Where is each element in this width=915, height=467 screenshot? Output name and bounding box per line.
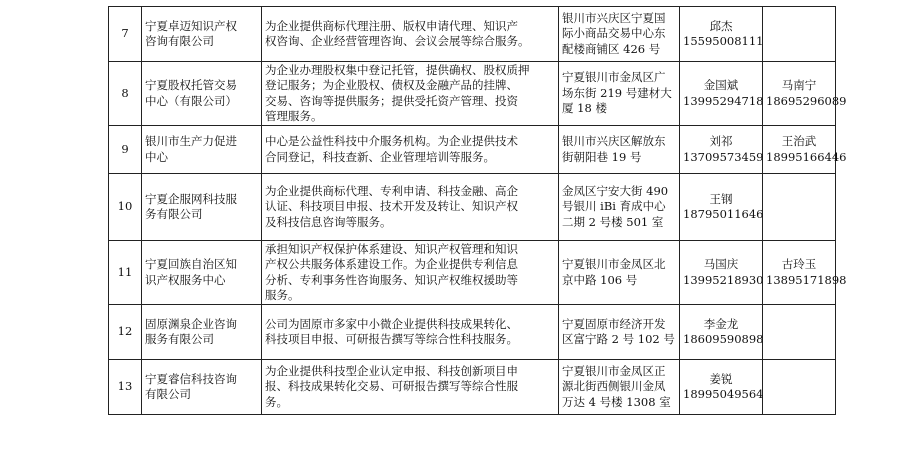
- service-desc-line: 及科技信息咨询等服务。: [265, 214, 392, 229]
- org-name-cell: [142, 360, 262, 415]
- org-name-line: 宁夏企服网科技服: [145, 191, 237, 206]
- contact-primary-phone: 15595008111: [683, 34, 764, 48]
- contact-primary-name: 邱杰: [709, 18, 733, 33]
- row-index-cell: [109, 241, 142, 305]
- contact-primary-name: 李金龙: [703, 316, 739, 331]
- contact-primary-cell: [680, 62, 763, 126]
- service-desc-line: 务。: [265, 394, 288, 409]
- contact-primary-cell: [680, 126, 763, 174]
- contact-secondary-name: 马南宁: [781, 78, 817, 92]
- table-body: [109, 7, 847, 415]
- contact-primary-phone: 13709573459: [683, 149, 764, 164]
- org-name-line: 有限公司: [145, 387, 191, 401]
- service-desc-line: 科技项目申报、可研报告撰写等综合性科技服务。: [265, 332, 518, 346]
- contact-primary-phone: 18995049564: [683, 387, 764, 401]
- contact-secondary-cell: [763, 174, 836, 241]
- service-desc-line: 报、科技成果转化交易、可研报告撰写等综合性服: [265, 379, 518, 394]
- address-cell: [559, 241, 680, 305]
- contact-secondary-cell: [763, 126, 847, 174]
- row-index-cell: [109, 305, 142, 360]
- address-line: 厦 18 楼: [562, 101, 607, 116]
- address-cell: [559, 126, 680, 174]
- service-desc-line: 认证、科技项目申报、技术开发及转让、知识产权: [265, 199, 518, 214]
- service-desc-line: 产权公共服务体系建设工作。为企业提供专利信息: [265, 257, 518, 271]
- contact-secondary-cell: [763, 241, 847, 305]
- address-cell: [559, 174, 680, 241]
- org-name-line: 银川市生产力促进: [145, 134, 237, 148]
- org-name-line: 宁夏股权托管交易: [145, 78, 237, 92]
- service-desc-line: 管理服务。: [265, 109, 323, 123]
- contact-primary-cell: [680, 241, 763, 305]
- address-cell: [559, 305, 680, 360]
- row-index: 7: [121, 26, 129, 41]
- address-line: 金凤区宁安大街 490: [562, 183, 669, 198]
- row-index: 10: [117, 199, 133, 214]
- contact-primary-phone: 18609590898: [683, 332, 764, 346]
- row-index-cell: [109, 62, 142, 126]
- row-index: 11: [117, 264, 133, 279]
- address-line: 场东街 219 号建材大: [562, 85, 672, 100]
- service-desc-line: 交易、咨询等提供服务；提供受托资产管理、投资: [265, 93, 518, 108]
- address-line: 京中路 106 号: [562, 272, 638, 287]
- contact-secondary-cell: [763, 7, 836, 62]
- contact-primary-cell: [680, 305, 763, 360]
- contact-secondary-name: 古玲玉: [781, 257, 817, 271]
- address-line: 配楼商铺区 426 号: [562, 41, 661, 56]
- service-desc-cell: [262, 7, 559, 62]
- service-desc-line: 为企业提供商标代理注册、版权申请代理、知识产: [265, 18, 518, 33]
- service-desc-cell: [262, 241, 559, 305]
- org-name-cell: [142, 126, 262, 174]
- row-index: 12: [117, 324, 133, 339]
- contact-primary-name: 姜锐: [709, 371, 733, 386]
- address-line: 号银川 iBi 育成中心: [562, 199, 666, 214]
- org-name-line: 宁夏卓迈知识产权: [145, 18, 237, 33]
- org-name-cell: [142, 305, 262, 360]
- org-name-line: 服务有限公司: [145, 332, 214, 346]
- address-line: 万达 4 号楼 1308 室: [562, 394, 671, 409]
- service-desc-cell: [262, 126, 559, 174]
- address-line: 区富宁路 2 号 102 号: [562, 332, 675, 346]
- contact-primary-cell: [680, 360, 763, 415]
- contact-secondary-cell: [763, 305, 836, 360]
- org-name-line: 宁夏回族自治区知: [145, 257, 237, 271]
- table-row: [109, 360, 836, 415]
- address-cell: [559, 360, 680, 415]
- address-cell: [559, 62, 680, 126]
- org-name-cell: [142, 241, 262, 305]
- contact-secondary-cell: [763, 360, 836, 415]
- service-desc-line: 服务。: [265, 288, 300, 302]
- table-row: [109, 241, 836, 305]
- service-desc-line: 分析、专利事务性咨询服务、知识产权维权援助等: [265, 272, 518, 287]
- address-line: 宁夏银川市金凤区正: [562, 363, 666, 378]
- service-desc-line: 承担知识产权保护体系建设、知识产权管理和知识: [265, 241, 518, 256]
- address-line: 宁夏固原市经济开发: [562, 316, 666, 331]
- address-line: 宁夏银川市金凤区北: [562, 257, 666, 271]
- contact-secondary-phone: 18995166446: [766, 149, 847, 164]
- contact-primary-name: 金国斌: [703, 78, 739, 92]
- service-desc-line: 公司为固原市多家中小微企业提供科技成果转化、: [265, 316, 518, 331]
- org-name-cell: [142, 174, 262, 241]
- service-desc-cell: [262, 174, 559, 241]
- service-desc-cell: [262, 62, 559, 126]
- service-desc-cell: [262, 305, 559, 360]
- address-line: 宁夏银川市金凤区广: [562, 70, 666, 85]
- table-row: [109, 305, 836, 360]
- row-index-cell: [109, 174, 142, 241]
- org-name-line: 识产权服务中心: [145, 272, 226, 287]
- org-name-cell: [142, 7, 262, 62]
- row-index: 13: [117, 379, 133, 394]
- row-index: 8: [121, 85, 129, 100]
- service-desc-line: 登记服务；为企业股权、债权及金融产品的挂牌、: [265, 78, 518, 92]
- contact-primary-name: 马国庆: [703, 257, 739, 271]
- org-name-line: 咨询有限公司: [145, 34, 214, 48]
- org-name-line: 宁夏睿信科技咨询: [145, 371, 237, 386]
- row-index-cell: [109, 7, 142, 62]
- row-index-cell: [109, 126, 142, 174]
- service-desc-line: 为企业提供商标代理、专利申请、科技金融、高企: [265, 183, 518, 198]
- service-desc-line: 为企业办理股权集中登记托管，提供确权、股权质押: [265, 62, 530, 77]
- service-org-table: [108, 6, 847, 415]
- table-row: [109, 126, 836, 174]
- service-desc-line: 为企业提供科技型企业认定申报、科技创新项目申: [265, 363, 518, 378]
- contact-secondary-phone: 13895171898: [766, 272, 847, 287]
- row-index: 9: [121, 141, 129, 156]
- address-line: 银川市兴庆区宁夏国: [562, 10, 666, 25]
- address-line: 源北街西侧银川金凤: [562, 379, 666, 394]
- org-name-line: 中心: [145, 149, 168, 164]
- org-name-line: 中心（有限公司）: [145, 93, 237, 108]
- row-index-cell: [109, 360, 142, 415]
- service-desc-line: 合同登记，科技查新、企业管理培训等服务。: [265, 149, 495, 164]
- contact-primary-name: 刘祁: [709, 134, 733, 148]
- contact-primary-phone: 13995294718: [683, 93, 764, 108]
- contact-primary-cell: [680, 174, 763, 241]
- table-row: [109, 174, 836, 241]
- service-desc-line: 权咨询、企业经营管理咨询、会议会展等综合服务。: [265, 34, 530, 48]
- contact-secondary-name: 王治武: [781, 134, 817, 148]
- address-line: 街朝阳巷 19 号: [562, 149, 642, 164]
- table-row: [109, 62, 836, 126]
- contact-primary-phone: 13995218930: [683, 272, 764, 287]
- contact-primary-name: 王钢: [709, 191, 733, 206]
- contact-secondary-cell: [763, 62, 847, 126]
- contact-primary-phone: 18795011646: [683, 207, 764, 221]
- service-desc-line: 中心是公益性科技中介服务机构。为企业提供技术: [265, 134, 518, 148]
- org-name-cell: [142, 62, 262, 126]
- contact-secondary-phone: 18695296089: [766, 93, 847, 108]
- service-desc-cell: [262, 360, 559, 415]
- contact-primary-cell: [680, 7, 763, 62]
- table-row: [109, 7, 836, 62]
- address-line: 际小商品交易中心东: [562, 26, 666, 41]
- org-name-line: 务有限公司: [145, 207, 203, 221]
- address-cell: [559, 7, 680, 62]
- address-line: 二期 2 号楼 501 室: [562, 214, 664, 229]
- org-name-line: 固原渊泉企业咨询: [145, 316, 237, 331]
- address-line: 银川市兴庆区解放东: [562, 134, 666, 148]
